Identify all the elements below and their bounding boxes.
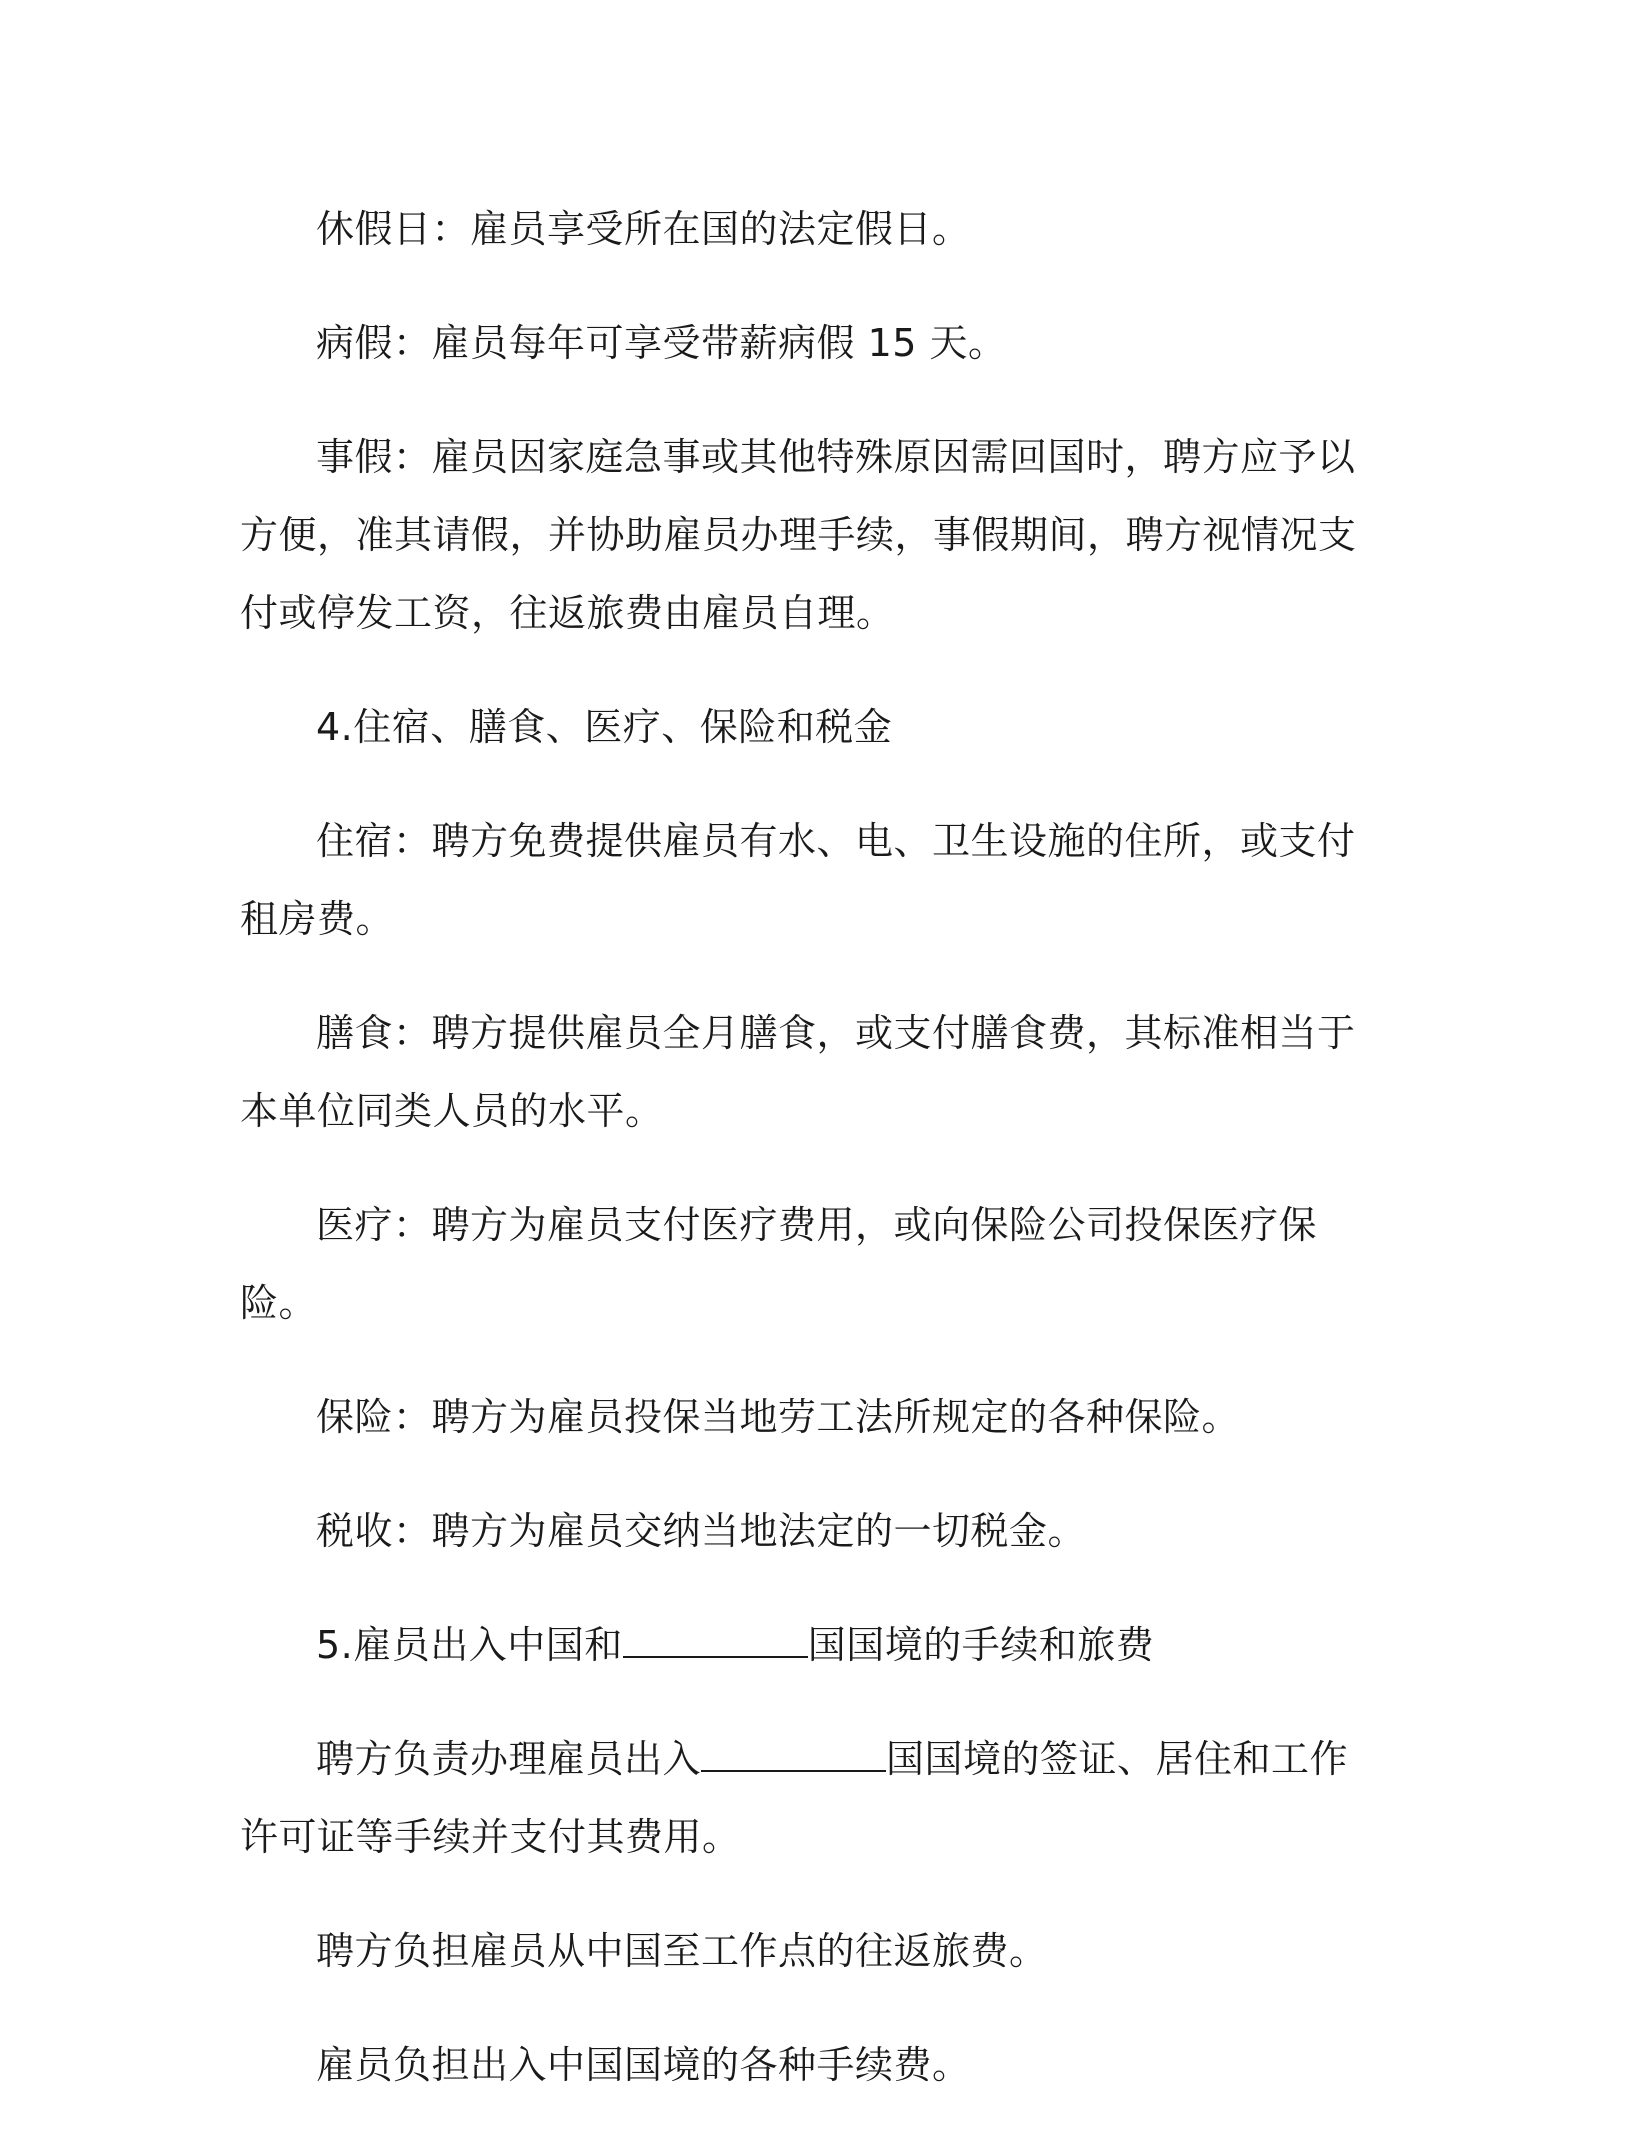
paragraph-travel: 聘方负担雇员从中国至工作点的往返旅费。 (316, 1929, 1048, 1973)
paragraph-sick-leave: 病假：雇员每年可享受带薪病假 15 天。 (316, 321, 1007, 365)
country-blank-field[interactable] (623, 1624, 808, 1658)
paragraph-personal-leave: 事假：雇员因家庭急事或其他特殊原因需回国时，聘方应予以方便，准其请假，并协助雇员办理手续，事假期间，聘方视情况支付或停发工资，往返旅费由雇员自理。 (240, 435, 1357, 635)
section-5-heading-start: 5.雇员出入中国和 (316, 1623, 623, 1667)
section-5-heading (240, 1606, 1360, 1684)
paragraph-fees: 雇员负担出入中国国境的各种手续费。 (316, 2043, 971, 2087)
country-blank-field-2[interactable] (701, 1738, 886, 1772)
section-5-heading-end: 国国境的手续和旅费 (807, 1623, 1155, 1667)
paragraph-visa (240, 1720, 1360, 1876)
paragraph-medical: 医疗：聘方为雇员支付医疗费用，或向保险公司投保医疗保险。 (240, 1203, 1318, 1325)
paragraph-tax: 税收：聘方为雇员交纳当地法定的一切税金。 (316, 1509, 1087, 1553)
paragraph-insurance: 保险：聘方为雇员投保当地劳工法所规定的各种保险。 (316, 1395, 1241, 1439)
paragraph-meals: 膳食：聘方提供雇员全月膳食，或支付膳食费，其标准相当于本单位同类人员的水平。 (240, 1011, 1356, 1133)
visa-text-start: 聘方负责办理雇员出入 (316, 1737, 702, 1781)
visa-text-end: 国国境的签证、居住和工作许可证等手续并支付其费用。 (240, 1737, 1349, 1859)
paragraph-holidays: 休假日：雇员享受所在国的法定假日。 (316, 207, 971, 251)
section-4-heading: 4.住宿、膳食、医疗、保险和税金 (316, 705, 893, 749)
document-body (240, 190, 1360, 2140)
paragraph-accommodation: 住宿：聘方免费提供雇员有水、电、卫生设施的住所，或支付租房费。 (240, 819, 1356, 941)
